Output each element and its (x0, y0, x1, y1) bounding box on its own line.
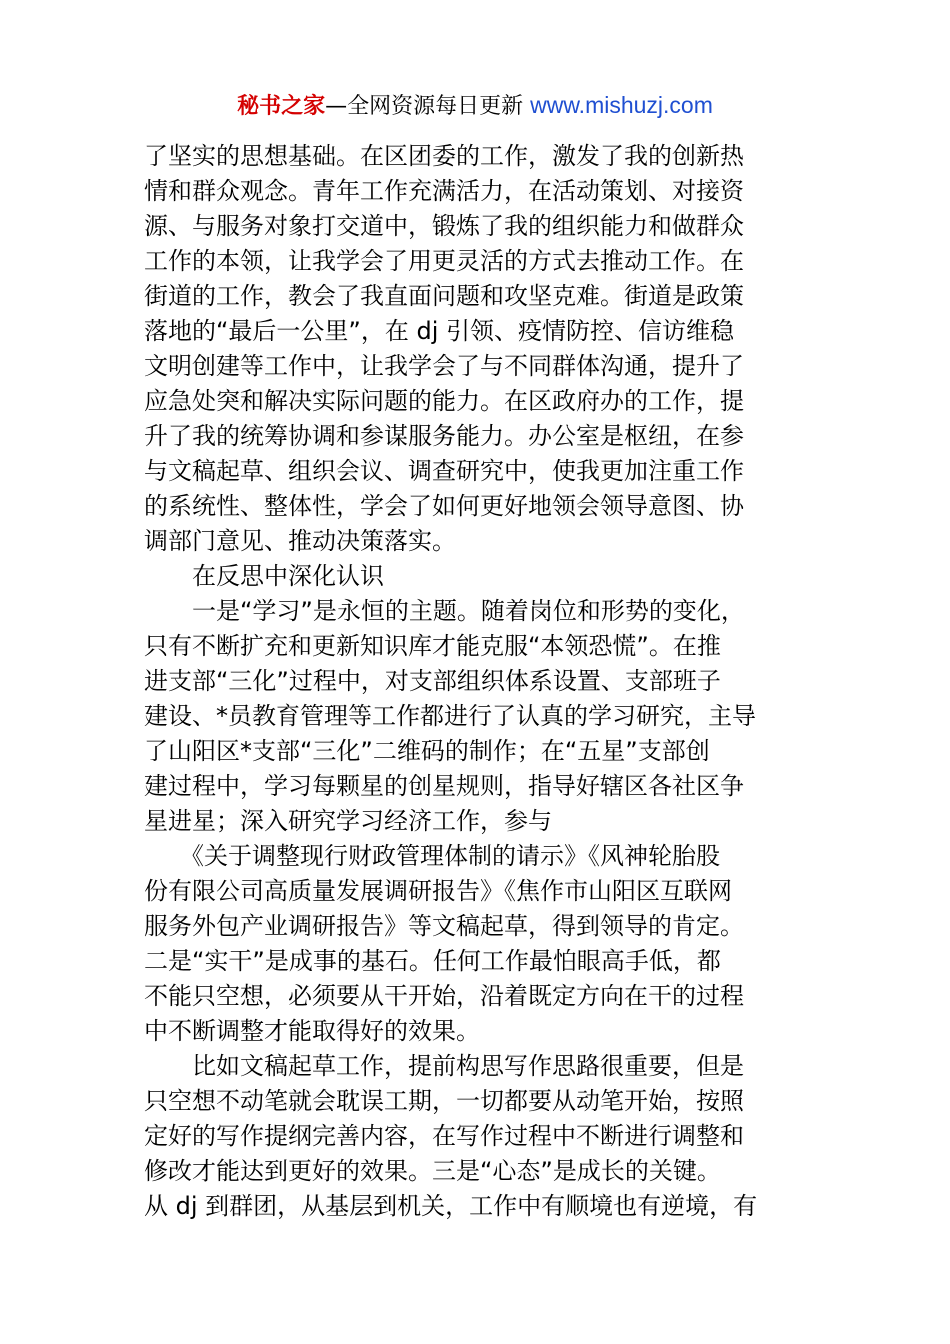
text-line: 份有限公司高质量发展调研报告》《焦作市山阳区互联网 (144, 877, 732, 905)
text-line: 源、与服务对象打交道中，锻炼了我的组织能力和做群众 (144, 212, 744, 240)
text-line: 比如文稿起草工作，提前构思写作思路很重要，但是 (144, 1052, 744, 1080)
text-line: 定好的写作提纲完善内容，在写作过程中不断进行调整和 (144, 1122, 744, 1150)
text-line: 应急处突和解决实际问题的能力。在区政府办的工作，提 (144, 387, 744, 415)
text-line: 升了我的统筹协调和参谋服务能力。办公室是枢纽，在参 (144, 422, 744, 450)
text-line: 二是“实干”是成事的基石。任何工作最怕眼高手低，都 (144, 947, 721, 975)
text-line: 星进星；深入研究学习经济工作，参与 (144, 807, 552, 835)
text-line: 建过程中，学习每颗星的创星规则，指导好辖区各社区争 (144, 772, 744, 800)
text-line: 只空想不动笔就会耽误工期，一切都要从动笔开始，按照 (144, 1087, 744, 1115)
text-line: 只有不断扩充和更新知识库才能克服“本领恐慌”。在推 (144, 632, 721, 660)
text-line: 的系统性、整体性，学会了如何更好地领会领导意图、协 (144, 492, 744, 520)
text-line: 街道的工作，教会了我直面问题和攻坚克难。街道是政策 (144, 282, 744, 310)
text-line: 落地的“最后一公里”，在 dj 引领、疫情防控、信访维稳 (144, 317, 735, 345)
text-line: 了山阳区*支部“三化”二维码的制作；在“五星”支部创 (144, 737, 710, 765)
brand-name: 秘书之家 (237, 94, 326, 119)
text-line: 了坚实的思想基础。在区团委的工作，激发了我的创新热 (144, 142, 744, 170)
text-line: 一是“学习”是永恒的主题。随着岗位和形势的变化， (144, 597, 745, 625)
site-header (0, 88, 950, 124)
document-body (144, 139, 814, 1224)
text-line: 与文稿起草、组织会议、调查研究中，使我更加注重工作 (144, 457, 744, 485)
header-tagline: —全网资源每日更新 (325, 94, 531, 119)
text-line: 文明创建等工作中，让我学会了与不同群体沟通，提升了 (144, 352, 744, 380)
section-heading: 在反思中深化认识 (144, 562, 384, 590)
text-line: 情和群众观念。青年工作充满活力，在活动策划、对接资 (144, 177, 744, 205)
text-line: 中不断调整才能取得好的效果。 (144, 1017, 480, 1045)
site-url-link[interactable]: www.mishuzj.com (530, 92, 713, 118)
text-line: 调部门意见、推动决策落实。 (144, 527, 456, 555)
text-line: 建设、*员教育管理等工作都进行了认真的学习研究，主导 (144, 702, 756, 730)
text-line: 工作的本领，让我学会了用更灵活的方式去推动工作。在 (144, 247, 744, 275)
text-line: 进支部“三化”过程中，对支部组织体系设置、支部班子 (144, 667, 721, 695)
text-line: 《关于调整现行财政管理体制的请示》《风神轮胎股 (144, 842, 720, 870)
text-line: 修改才能达到更好的效果。三是“心态”是成长的关键。 (144, 1157, 721, 1185)
text-line: 不能只空想，必须要从干开始，沿着既定方向在干的过程 (144, 982, 744, 1010)
text-line: 服务外包产业调研报告》等文稿起草，得到领导的肯定。 (144, 912, 744, 940)
text-line: 从 dj 到群团，从基层到机关，工作中有顺境也有逆境，有 (144, 1192, 758, 1220)
